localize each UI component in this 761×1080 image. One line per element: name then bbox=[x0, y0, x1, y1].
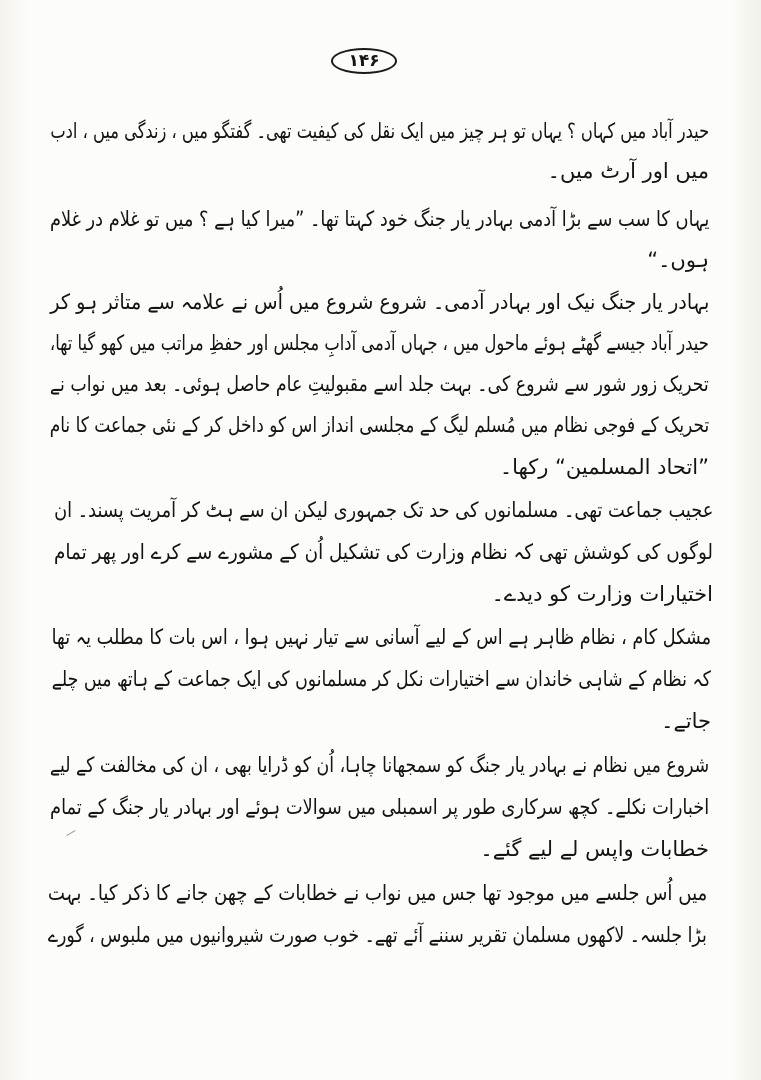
text-line: تحریک زور شور سے شروع کی۔ بہت جلد اسے مقبولیتِ عام حاصل ہوئی۔ بعد میں نواب نے bbox=[50, 372, 709, 396]
text-line: شروع میں نظام نے بہادر یار جنگ کو سمجھانا چاہا، اُن کو ڈرایا بھی ، ان کی مخالفت کے لیے bbox=[49, 753, 709, 777]
text-line: میں اُس جلسے میں موجود تھا جس میں نواب نے خطابات کے چھن جانے کا ذکر کیا۔ بہت bbox=[47, 881, 707, 905]
ink-speck bbox=[65, 827, 78, 838]
text-line: اخبارات نکلے۔ کچھ سرکاری طور پر اسمبلی میں سوالات ہوئے اور بہادر یار جنگ کے تمام bbox=[49, 795, 709, 819]
text-line: ہوں۔“ bbox=[647, 248, 709, 272]
text-line: حیدر آباد میں کہاں ؟ یہاں تو ہر چیز میں ایک نقل کی کیفیت تھی۔ گفتگو میں ، زندگی میں ، ادب bbox=[50, 119, 709, 143]
text-line: بڑا جلسہ۔ لاکھوں مسلمان تقریر سننے آئے تھے۔ خوب صورت شیروانیوں میں ملبوس ، گورے bbox=[48, 923, 707, 947]
text-line: مشکل کام ، نظام ظاہر ہے اس کے لیے آسانی سے تیار نہیں ہوا ، اس بات کا مطلب یہ تھا bbox=[51, 625, 711, 649]
text-line: کہ نظام کے شاہی خاندان سے اختیارات نکل کر مسلمانوں کی ایک جماعت کے ہاتھ میں چلے bbox=[51, 667, 711, 691]
text-line: عجیب جماعت تھی۔ مسلمانوں کی حد تک جمہوری لیکن ان سے ہٹ کر آمریت پسند۔ ان bbox=[53, 498, 713, 522]
text-line: خطابات واپس لے لیے گئے۔ bbox=[480, 837, 709, 861]
text-line: جاتے۔ bbox=[661, 709, 711, 733]
text-line: یہاں کا سب سے بڑا آدمی بہادر یار جنگ خود کہتا تھا۔ ”میرا کیا ہے ؟ میں تو غلام در غلام bbox=[49, 207, 709, 231]
page-number-badge bbox=[331, 48, 397, 74]
page-number-text: ۱۴۶ bbox=[348, 51, 380, 71]
text-line: حیدر آباد جیسے گھٹے ہوئے ماحول میں ، جہاں آدمی آدابِ مجلس اور حفظِ مراتب میں کھو گیا تھا، bbox=[50, 331, 709, 355]
text-line: ”اتحاد المسلمین“ رکھا۔ bbox=[499, 455, 709, 479]
text-line: میں اور آرٹ میں۔ bbox=[547, 159, 709, 183]
text-line: بہادر یار جنگ نیک اور بہادر آدمی۔ شروع شروع میں اُس نے علامہ سے متاثر ہو کر bbox=[49, 290, 709, 314]
text-line: لوگوں کی کوشش تھی کہ نظام وزارت کی تشکیل اُن کے مشورے سے کرے اور پھر تمام bbox=[53, 540, 713, 564]
text-line: اختیارات وزارت کو دیدے۔ bbox=[491, 582, 713, 606]
text-line: تحریک کے فوجی نظام میں مُسلم لیگ کے مجلسی انداز اس کو داخل کر کے نئی جماعت کا نام bbox=[49, 413, 709, 437]
